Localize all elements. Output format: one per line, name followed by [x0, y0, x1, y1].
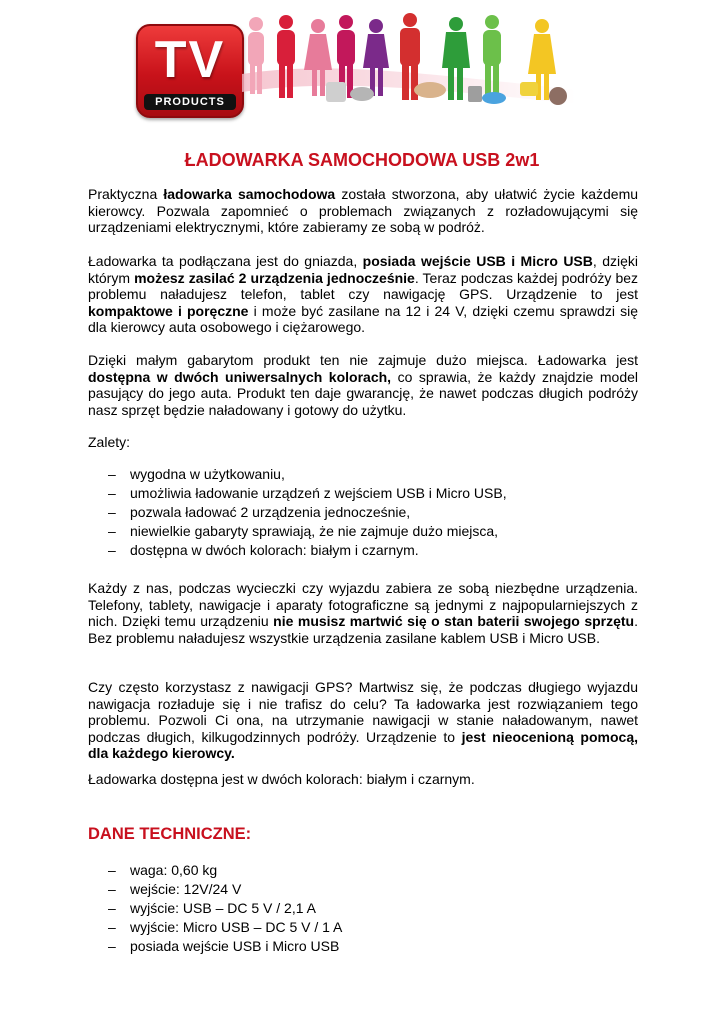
people-silhouettes-illustration — [242, 12, 576, 112]
text-run: została stworzona, aby ułatwić życie każdemu kierowcy. Pozwala zapomnieć o problemach związanych z rozładowującymi się urządzeniami elektrycznymi, które zabieramy ze sobą w podróż. — [88, 186, 639, 235]
list-item-text: niewielkie gabaryty sprawiają, że nie zajmuje dużo miejsca, — [130, 523, 499, 539]
list-item-text: posiada wejście USB i Micro USB — [130, 938, 340, 954]
text-run-bold: kompaktowe i poręczne — [88, 302, 249, 319]
dash-bullet: – — [108, 542, 116, 558]
dash-bullet: – — [108, 900, 116, 916]
text-run: Dzięki małym gabarytom produkt ten nie zajmuje dużo miejsca. Ładowarka jest — [88, 352, 638, 368]
list-item-text: pozwala ładować 2 urządzenia jednocześnie, — [130, 504, 411, 520]
paragraph-devices — [88, 580, 638, 646]
tech-specs-list — [108, 861, 342, 956]
list-item-text: wyjście: Micro USB – DC 5 V / 1 A — [130, 919, 343, 935]
page-title: ŁADOWARKA SAMOCHODOWA USB 2w1 — [184, 150, 540, 170]
text-run-bold: ładowarka samochodowa — [163, 186, 336, 202]
advantages-label: Zalety: — [88, 434, 131, 450]
dash-bullet: – — [108, 523, 116, 539]
product-thumbnail-icon — [326, 82, 346, 102]
product-thumbnail-icon — [520, 82, 538, 96]
dash-bullet: – — [108, 862, 116, 878]
dash-bullet: – — [108, 504, 116, 520]
list-item — [108, 484, 507, 503]
logo-tv-text: TV — [154, 31, 226, 89]
text-run-bold: możesz zasilać 2 urządzenia jednocześnie — [134, 269, 415, 286]
advantages-list — [108, 465, 507, 560]
list-item-text: dostępna w dwóch kolorach: białym i czarnym. — [130, 542, 419, 558]
text-run: . Bez problemu naładujesz wszystkie urządzenia zasilane kablem USB i Micro USB. — [88, 613, 638, 646]
list-item-text: wygodna w użytkowaniu, — [130, 466, 285, 482]
text-run-bold: nie musisz martwić się o stan baterii swojego sprzętu — [273, 613, 635, 629]
paragraph-gps — [88, 679, 638, 762]
paragraph-colors — [88, 352, 638, 418]
tv-products-logo — [136, 24, 244, 118]
paragraph-intro — [88, 186, 638, 236]
product-thumbnail-icon — [414, 82, 446, 98]
dash-bullet: – — [108, 938, 116, 954]
tech-section-title: DANE TECHNICZNE: — [88, 825, 252, 843]
list-item — [108, 937, 342, 956]
text-run: . Teraz podczas każdej podróży bez problemu naładujesz telefon, tablet czy nawigację GPS. Urządzenie to jest — [88, 269, 639, 302]
paragraph-availability: Ładowarka dostępna jest w dwóch kolorach: białym i czarnym. — [88, 771, 475, 787]
product-thumbnail-icon — [350, 87, 374, 101]
dash-bullet: – — [108, 466, 116, 482]
text-run: Ładowarka ta podłączana jest do gniazda, — [88, 253, 363, 269]
dash-bullet: – — [108, 919, 116, 935]
text-run-bold: dostępna w dwóch uniwersalnych kolorach, — [88, 368, 392, 385]
list-item-text: wejście: 12V/24 V — [130, 881, 242, 897]
list-item — [108, 880, 342, 899]
dash-bullet: – — [108, 881, 116, 897]
product-thumbnail-icon — [468, 86, 482, 102]
product-thumbnail-icon — [549, 87, 567, 105]
list-item-text: umożliwia ładowanie urządzeń z wejściem USB i Micro USB, — [130, 485, 507, 501]
text-run: i może być zasilane na 12 i 24 V, dzięki czemu sprawdzi się dla kierowcy auta osobowego i ciężarowego. — [88, 302, 639, 335]
text-run: Praktyczna — [88, 186, 164, 202]
dash-bullet: – — [108, 485, 116, 501]
text-run-bold: jest nieocenioną pomocą, dla każdego kierowcy. — [88, 728, 638, 761]
text-run: Każdy z nas, podczas wycieczki czy wyjazdu zabiera ze sobą niezbędne urządzenia. Telefony, tablety, nawigacje i aparaty fotograficzne są jednymi z najpopularniejszych z nich. Dzięki temu urządzeniu — [88, 580, 638, 629]
text-run: , dzięki którym — [88, 253, 638, 286]
list-item — [108, 522, 507, 541]
list-item — [108, 918, 342, 937]
list-item — [108, 861, 342, 880]
list-item-text: wyjście: USB – DC 5 V / 2,1 A — [130, 900, 316, 916]
list-item — [108, 465, 507, 484]
list-item — [108, 503, 507, 522]
product-thumbnail-icon — [482, 92, 506, 104]
list-item — [108, 541, 507, 560]
list-item-text: waga: 0,60 kg — [130, 862, 218, 878]
list-item — [108, 899, 342, 918]
logo-products-text: PRODUCTS — [144, 94, 236, 110]
text-run-bold: posiada wejście USB i Micro USB — [362, 253, 593, 269]
header-banner — [136, 12, 576, 112]
text-run: Czy często korzystasz z nawigacji GPS? Martwisz się, że podczas długiego wyjazdu nawigacja rozładuje się i nie trafisz do celu? Ta ładowarka jest rozwiązaniem tego problemu. Pozwoli Ci ona, na utrzymanie nawigacji w stanie naładowanym, nawet podczas długich, kilkugodzinnych podróży. Urządzenie to — [88, 679, 638, 745]
text-run: co sprawia, że każdy znajdzie model pasujący do jego auta. Produkt ten daje gwarancję, że nawet podczas długich podróży nasz sprzęt będzie naładowany i gotowy do użytku. — [88, 368, 638, 418]
paragraph-features — [88, 253, 638, 336]
